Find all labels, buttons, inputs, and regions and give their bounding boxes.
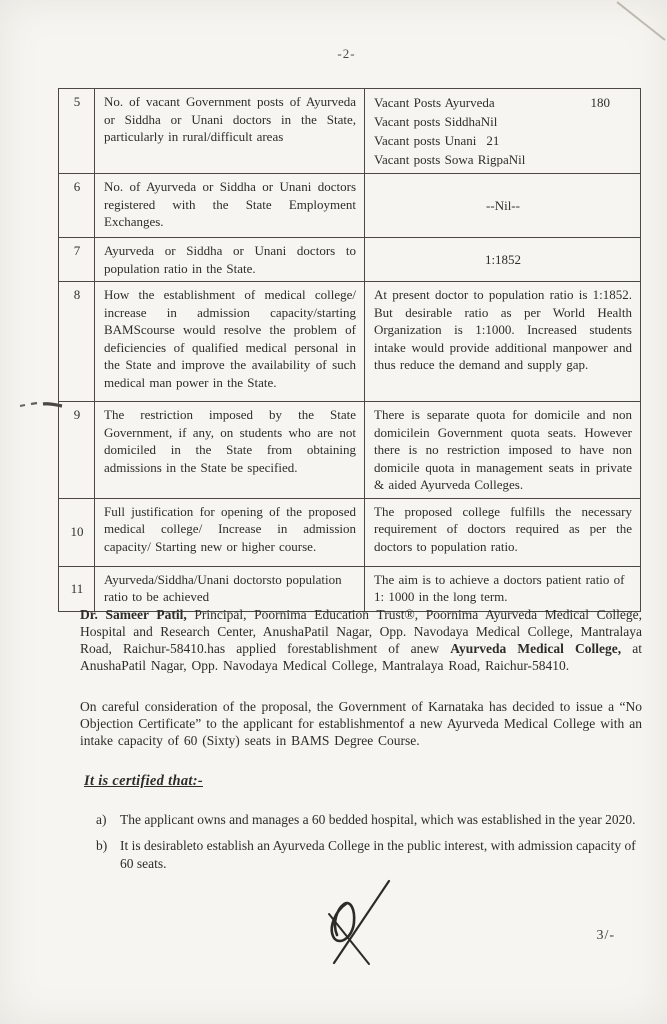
answer-cell: There is separate quota for domicile and non domicilein Government quota seats. However there is no restriction imposed to have non domicile quota in management seats in private & aided Ayurveda Colleges. (365, 402, 641, 499)
row-number-cell: 5 (59, 89, 95, 174)
letter-body (80, 606, 642, 881)
table-row (59, 282, 641, 402)
page-number: -2- (337, 46, 356, 61)
list-marker: b) (96, 837, 108, 853)
answer-cell (365, 89, 641, 174)
applicant-paragraph: Dr. Sameer Patil, Principal, Poornima Education Trust®, Poornima Ayurveda Medical College, Hospital and Research Center, AnushaPatil Nagar, Opp. Navodaya Medical College, Mantralaya Road, Raichur-58410.has applied forestablishment of anew Ayurveda Medical College, at AnushaPatil Nagar, Opp. Navodaya Medical College, Mantralaya Road, Raichur-58410. (80, 607, 642, 673)
page-footer-number: 3/- (596, 928, 615, 943)
question-cell: Ayurveda/Siddha/Unani doctorsto population ratio to be achieved (95, 566, 365, 611)
signature-mark (295, 865, 425, 1023)
list-item-text: It is desirableto establish an Ayurveda College in the public interest, with admission capacity of 60 seats. (120, 837, 636, 871)
question-cell: The restriction imposed by the State Government, if any, on students who are not domiciled in the State from obtaining admissions in the State be specified. (95, 402, 365, 499)
answer-cell: The aim is to achieve a doctors patient ratio of 1: 1000 in the long term. (365, 566, 641, 611)
row-number-cell: 9 (59, 402, 95, 499)
table-row (59, 238, 641, 282)
answer-cell: At present doctor to population ratio is 1:1852. But desirable ratio as per World Health Organization is 1:1000. Increased students intake would provide additional manpower and thus reduce the demand and supply gap. (365, 282, 641, 402)
question-cell: No. of Ayurveda or Siddha or Unani doctors registered with the State Employment Exchanges. (95, 174, 365, 238)
answer-line: Vacant posts Unani 21 (374, 133, 500, 148)
list-marker: a) (96, 812, 107, 827)
question-cell: How the establishment of medical college/ increase in admission capacity/starting BAMScourse would resolve the problem of deficiencies of qualified medical personal in the State and improve the availability of such medical man power in the State. (95, 282, 365, 402)
table-row (59, 89, 641, 174)
row-number-cell: 8 (59, 282, 95, 402)
question-cell: No. of vacant Government posts of Ayurveda or Siddha or Unani doctors in the State, particularly in rural/difficult areas (95, 89, 365, 174)
applicant-name: Dr. Sameer Patil, (80, 607, 187, 622)
college-name: Ayurveda Medical College, (450, 641, 622, 656)
table-row (59, 566, 641, 611)
question-cell: Ayurveda or Siddha or Unani doctors to population ratio in the State. (95, 238, 365, 282)
noc-details-table (58, 88, 641, 612)
row-number-cell: 10 (59, 498, 95, 566)
table-row (59, 402, 641, 499)
row-number-cell: 11 (59, 566, 95, 611)
table-row (59, 498, 641, 566)
answer-cell: --Nil-- (365, 174, 641, 238)
list-item-text: The applicant owns and manages a 60 bedded hospital, which was established in the year 2020. (120, 812, 636, 827)
answer-line: Vacant posts SiddhaNil (374, 114, 498, 129)
answer-cell: 1:1852 (365, 238, 641, 282)
answer-line: Vacant posts Sowa RigpaNil (374, 152, 526, 167)
decision-paragraph: On careful consideration of the proposal, the Government of Karnataka has decided to issue a “No Objection Certificate” to the applicant for establishmentof a new Ayurveda Medical College with an intake capacity of 60 (Sixty) seats in BAMS Degree Course. (80, 699, 642, 748)
question-cell: Full justification for opening of the proposed medical college/ Increase in admission capacity/ Starting new or higher course. (95, 498, 365, 566)
list-item (96, 811, 642, 830)
answer-value: 180 (590, 95, 610, 110)
answer-value: 21 (486, 133, 500, 148)
certified-heading: It is certified that:- (84, 773, 203, 789)
row-number-cell: 6 (59, 174, 95, 238)
row-number-cell: 7 (59, 238, 95, 282)
answer-line: Vacant Posts Ayurveda 180 (374, 93, 632, 112)
scan-crease-mark (607, 0, 667, 50)
answer-cell: The proposed college fulfills the necessary requirement of doctors required as per the doctors to population ratio. (365, 498, 641, 566)
table-row (59, 174, 641, 238)
